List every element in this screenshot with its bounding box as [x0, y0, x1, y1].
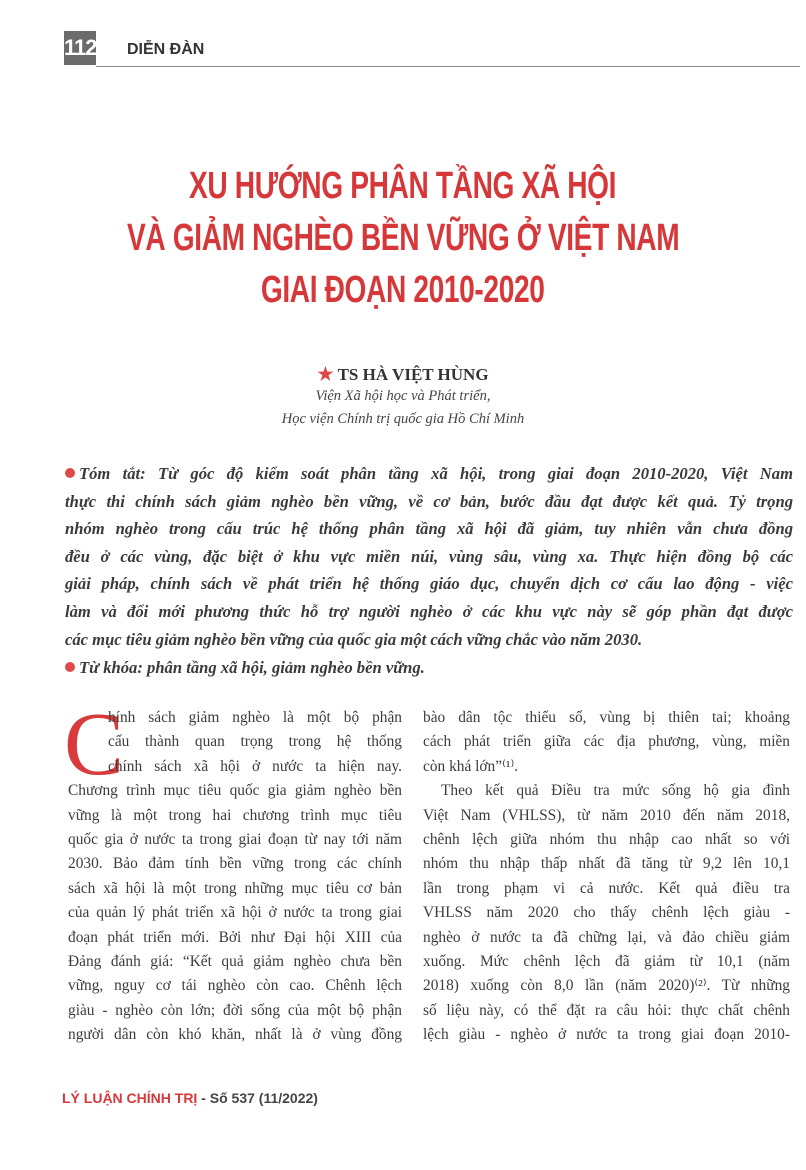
body-line: cách phát triển giữa các địa phương, vùng, miền	[423, 733, 790, 751]
body-line: cấu thành quan trọng trong hệ thống	[108, 733, 402, 751]
article-title	[0, 165, 806, 321]
header-divider	[96, 66, 800, 67]
abstract-line	[65, 543, 793, 571]
abstract-line	[65, 626, 793, 654]
body-line: chênh lệch giữa nhóm thu nhập cao nhất so với	[423, 830, 790, 848]
body-line: xuống. Mức chênh lệch đã giảm từ 10,1 (năm	[423, 952, 790, 970]
body-line: còn khá lớn”⁽¹⁾.	[423, 757, 519, 775]
body-line: nhóm thu nhập thấp nhất đã tăng từ 9,2 lên 10,1	[423, 855, 790, 873]
affiliation-2: Học viện Chính trị quốc gia Hồ Chí Minh	[281, 411, 525, 427]
section-label: DIỄN ĐÀN	[127, 41, 205, 58]
body-line: đoạn phát triển mới. Bởi như Đại hội XIII của	[68, 928, 402, 946]
body-line: giàu - nghèo còn lớn; đời sống của một bộ phận	[68, 1001, 402, 1019]
body-line: Chương trình mục tiêu quốc gia giảm nghèo bền	[68, 782, 402, 800]
body-line: 2030. Bảo đảm tính bền vững trong các chính	[68, 855, 402, 873]
body-line: số liệu này, có thể đặt ra câu hỏi: thực chất chênh	[423, 1001, 790, 1019]
abstract-text: thực thi chính sách giảm nghèo bền vững, về cơ bản, bước đầu đạt được kết quả. Tỷ trọng	[65, 491, 793, 511]
body-line: nghèo ở nước ta đã chững lại, và đảo chiều giảm	[423, 928, 790, 946]
footer	[62, 1090, 318, 1106]
body-line: Việt Nam (VHLSS), từ năm 2010 đến năm 2018,	[423, 806, 790, 824]
abstract-line	[65, 515, 793, 543]
abstract	[65, 460, 793, 653]
abstract-line	[65, 460, 793, 488]
keywords	[65, 658, 425, 678]
magazine-name: LÝ LUẬN CHÍNH TRỊ	[62, 1090, 198, 1106]
body-line: người dân còn khó khăn, nhất là ở vùng đồng	[68, 1026, 402, 1044]
body-line: bào dân tộc thiểu số, vùng bị thiên tai; khoảng	[423, 709, 790, 726]
body-line: vững, nguy cơ tái nghèo còn cao. Chênh lệch	[68, 977, 402, 995]
page-number: 112	[64, 31, 96, 65]
body-line: 2018) xuống còn 8,0 lần (năm 2020)⁽²⁾. Từ những	[423, 977, 790, 995]
star-icon: ★	[317, 364, 334, 384]
keywords-text: Từ khóa: phân tầng xã hội, giảm nghèo bền vững.	[79, 658, 425, 677]
drop-cap: C	[64, 695, 125, 794]
abstract-text: giải pháp, chính sách về phát triển hệ thống giáo dục, chuyển dịch cơ cấu lao động - việc	[65, 574, 793, 594]
body-line: Đảng đánh giá: “Kết quả giảm nghèo chưa bền	[68, 952, 402, 970]
body-line: hính sách giảm nghèo là một bộ phận	[108, 709, 402, 726]
title-line: XU HƯỚNG PHÂN TẦNG XÃ HỘI	[189, 165, 617, 207]
bullet-icon	[65, 468, 75, 478]
body-line: quốc gia ở nước ta trong giai đoạn từ nay tới năm	[68, 830, 402, 848]
abstract-line	[65, 598, 793, 626]
abstract-text: làm và đổi mới phương thức hỗ trợ người nghèo ở các khu vực này sẽ góp phần đạt được	[65, 601, 793, 621]
author	[0, 364, 806, 385]
issue-info: - Số 537 (11/2022)	[197, 1090, 318, 1106]
title-line: VÀ GIẢM NGHÈO BỀN VỮNG Ở VIỆT NAM	[126, 217, 680, 259]
affiliation-1: Viện Xã hội học và Phát triển,	[315, 388, 491, 404]
body-line: lệch giàu - nghèo ở nước ta trong giai đoạn 2010-	[423, 1026, 790, 1044]
abstract-text: các mục tiêu giảm nghèo bền vững của quốc gia một cách vững chắc vào năm 2030.	[65, 629, 643, 649]
bullet-icon	[65, 662, 75, 672]
body-line: vững là một trong hai chương trình mục tiêu	[68, 806, 402, 824]
body-column-left	[68, 706, 402, 1047]
title-line: GIAI ĐOẠN 2010-2020	[261, 269, 545, 311]
body-line: của quản lý phát triển xã hội ở nước ta trong giai	[68, 904, 402, 922]
body-line: chính sách xã hội ở nước ta hiện nay.	[108, 757, 402, 775]
abstract-text: đều ở các vùng, đặc biệt ở khu vực miền núi, vùng sâu, vùng xa. Thực hiện đồng bộ các	[65, 546, 793, 566]
abstract-line	[65, 488, 793, 516]
body-line: VHLSS năm 2020 cho thấy chênh lệch giàu -	[423, 904, 790, 922]
body-line: Theo kết quả Điều tra mức sống hộ gia đình	[441, 782, 790, 800]
author-name: TS HÀ VIỆT HÙNG	[337, 365, 489, 384]
body-line: lần trong phạm vi cả nước. Kết quả điều tra	[423, 879, 790, 897]
abstract-line	[65, 570, 793, 598]
abstract-text: Tóm tắt: Từ góc độ kiểm soát phân tầng xã hội, trong giai đoạn 2010-2020, Việt Nam	[79, 464, 793, 483]
abstract-text: nhóm nghèo trong cấu trúc hệ thống phân tầng xã hội đã giảm, tuy nhiên vẫn chưa đồng	[65, 519, 793, 539]
body-line: sách xã hội là một trong những mục tiêu cơ bản	[68, 879, 402, 897]
body-column-right	[423, 706, 790, 1047]
